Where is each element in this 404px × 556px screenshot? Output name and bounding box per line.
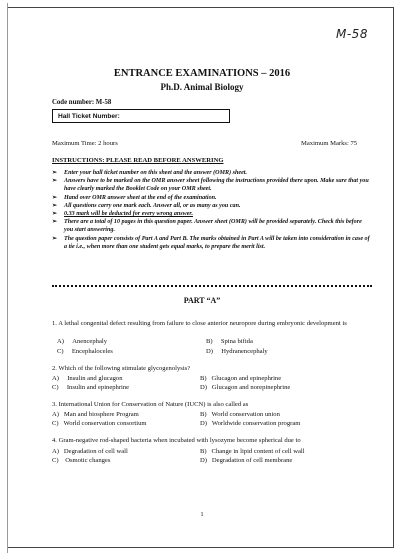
page-number: 1 [200,511,204,518]
option-2c[interactable]: C) Insulin and epinephrine [52,384,130,391]
option-1d[interactable]: D) Hydranencephaly [206,348,268,355]
question-1: 1. A lethal congenital defect resulting from failure to close anterior neuropore during embryonic development is [52,320,347,327]
option-4b[interactable]: B) Change in lipid content of cell wall [200,448,305,455]
option-4c[interactable]: C) Osmotic changes [52,457,111,464]
option-1a[interactable]: A) Anencephaly [57,338,108,345]
arrow-bullet-icon: ➢ [52,235,58,242]
handwritten-annotation: M-58 [336,27,368,41]
instructions-heading: INSTRUCTIONS: PLEASE READ BEFORE ANSWERING [52,157,224,164]
max-time: Maximum Time: 2 hours [52,140,118,147]
option-1b[interactable]: B) Spina bifida [206,338,253,345]
option-3b[interactable]: B) World conservation union [200,411,280,418]
max-marks: Maximum Marks: 75 [301,140,358,147]
instruction-item: ➢ There are a total of 10 pages in this question paper. Answer sheet (OMR) will be provided separately. Check this before you start answering. [52,219,362,234]
arrow-bullet-icon: ➢ [52,178,58,185]
exam-subtitle: Ph.D. Animal Biology [160,82,244,92]
instruction-item: ➢ Enter your hall ticket number on this sheet and the answer (OMR) sheet. [52,170,248,176]
option-3c[interactable]: C) World conservation consortium [52,420,147,427]
hall-ticket-label: Hall Ticket Number: [58,113,120,120]
instruction-item: ➢ Answers have to be marked on the OMR answer sheet following the instructions provided there upon. Make sure that you have clearly marked the Booklet Code on your OMR sheet. [52,178,369,193]
instruction-item: ➢ All questions carry one mark each. Answer all, or as many as you can. [52,202,241,209]
option-3d[interactable]: D) Worldwide conservation program [200,420,301,427]
question-4: 4. Gram-negative rod-shaped bacteria when incubated with lysozyme become spherical due to [52,437,301,444]
exam-title: ENTRANCE EXAMINATIONS – 2016 [113,68,291,79]
dotted-divider [52,285,372,287]
instruction-item: ➢ The question paper consists of Part A and Part B. The marks obtained in Part A will be taken into consideration in case of a tie i.e., when more than one student gets equal marks, to prepare the merit list. [52,235,370,250]
hall-ticket-box[interactable] [52,109,230,123]
instruction-item: ➢ 0.33 mark will be deducted for every wrong answer. [52,211,193,218]
option-2a[interactable]: A) Insulin and glucagon [52,375,123,382]
option-2d[interactable]: D) Glucagon and norepinephrine [200,384,291,391]
arrow-bullet-icon: ➢ [52,194,58,201]
option-4d[interactable]: D) Degradation of cell membrane [200,457,293,464]
option-2b[interactable]: B) Glucagon and epinephrine [200,375,282,382]
instruction-item: ➢ Hand over OMR answer sheet at the end of the examination. [52,194,217,201]
option-3a[interactable]: A) Man and biosphere Program [52,411,139,418]
arrow-bullet-icon: ➢ [52,211,58,218]
question-3: 3. International Union for Conservation of Nature (IUCN) is also called as [52,401,249,408]
arrow-bullet-icon: ➢ [52,219,58,226]
arrow-bullet-icon: ➢ [52,170,58,176]
part-a-heading: PART “A” [183,296,221,305]
code-number: Code number: M-58 [52,99,112,106]
option-4a[interactable]: A) Degradation of cell wall [52,448,128,455]
option-1c[interactable]: C) Encephaloceles [57,348,113,355]
instructions-list [52,169,372,251]
arrow-bullet-icon: ➢ [52,202,58,209]
question-2: 2. Which of the following stimulate glycogenolysis? [52,365,191,372]
